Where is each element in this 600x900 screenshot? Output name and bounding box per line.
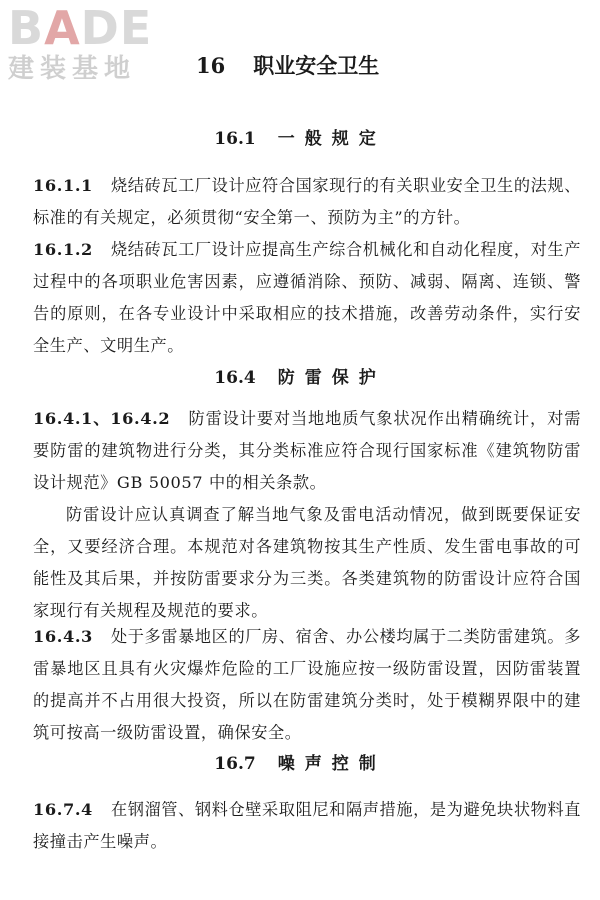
logo-letters-de: DE <box>80 1 153 55</box>
clause-text: 处于多雷暴地区的厂房、宿舍、办公楼均属于二类防雷建筑。多雷暴地区且具有火灾爆炸危险的工厂设施应按一级防雷设置，因防雷装置的提高并不占用很大投资，所以在防雷建筑分类时，处于模糊界限中的建筑可按高一级防雷设置，确保安全。 <box>33 627 581 742</box>
chapter-number: 16 <box>196 53 226 78</box>
clause-16-4-explanation <box>33 499 581 627</box>
clause-16-7-4 <box>33 794 581 858</box>
clause-16-4-1-2 <box>33 403 581 499</box>
bade-logo <box>8 1 178 84</box>
clause-number: 16.1.2 <box>33 240 93 259</box>
section-name: 防雷保护 <box>277 368 386 388</box>
chapter-name: 职业安全卫生 <box>253 53 380 78</box>
clause-text: 防雷设计应认真调查了解当地气象及雷电活动情况，做到既要保证安全，又要经济合理。本规范对各建筑物按其生产性质、发生雷电事故的可能性及其后果，并按防雷要求分为三类。各类建筑物的防雷设计应符合国家现行有关规程及规范的要求。 <box>33 505 581 620</box>
logo-subtitle: 建装基地 <box>8 54 137 84</box>
clause-number: 16.1.1 <box>33 176 93 195</box>
clause-text: 在钢溜管、钢料仓壁采取阻尼和隔声措施，是为避免块状物料直接撞击产生噪声。 <box>33 800 581 851</box>
clause-number: 16.7.4 <box>33 800 93 819</box>
logo-letter-b: B <box>8 1 45 55</box>
clause-text: 烧结砖瓦工厂设计应符合国家现行的有关职业安全卫生的法规、标准的有关规定，必须贯彻“安全第一、预防为主”的方针。 <box>33 176 581 227</box>
chapter-title <box>196 50 379 80</box>
logo-letter-a: A <box>44 1 81 55</box>
clause-text: 烧结砖瓦工厂设计应提高生产综合机械化和自动化程度，对生产过程中的各项职业危害因素，应遵循消除、预防、减弱、隔离、连锁、警告的原则，在各专业设计中采取相应的技术措施，改善劳动条件，实行安全生产、文明生产。 <box>33 240 581 355</box>
section-heading-16-7 <box>0 749 600 774</box>
clause-16-1-1 <box>33 170 581 234</box>
section-name: 一般规定 <box>277 129 386 149</box>
section-number: 16.4 <box>214 368 256 388</box>
clause-16-4-3 <box>33 621 581 749</box>
section-heading-16-1 <box>0 124 600 149</box>
clause-number: 16.4.1、16.4.2 <box>33 409 171 428</box>
section-name: 噪声控制 <box>277 754 386 774</box>
section-number: 16.7 <box>214 754 256 774</box>
clause-number: 16.4.3 <box>33 627 93 646</box>
section-number: 16.1 <box>214 129 256 149</box>
clause-text: 防雷设计要对当地地质气象状况作出精确统计，对需要防雷的建筑物进行分类，其分类标准应符合现行国家标准《建筑物防雷设计规范》GB 50057 中的相关条款。 <box>33 409 581 492</box>
section-heading-16-4 <box>0 363 600 388</box>
clause-16-1-2 <box>33 234 581 362</box>
logo-wordmark <box>8 1 178 55</box>
